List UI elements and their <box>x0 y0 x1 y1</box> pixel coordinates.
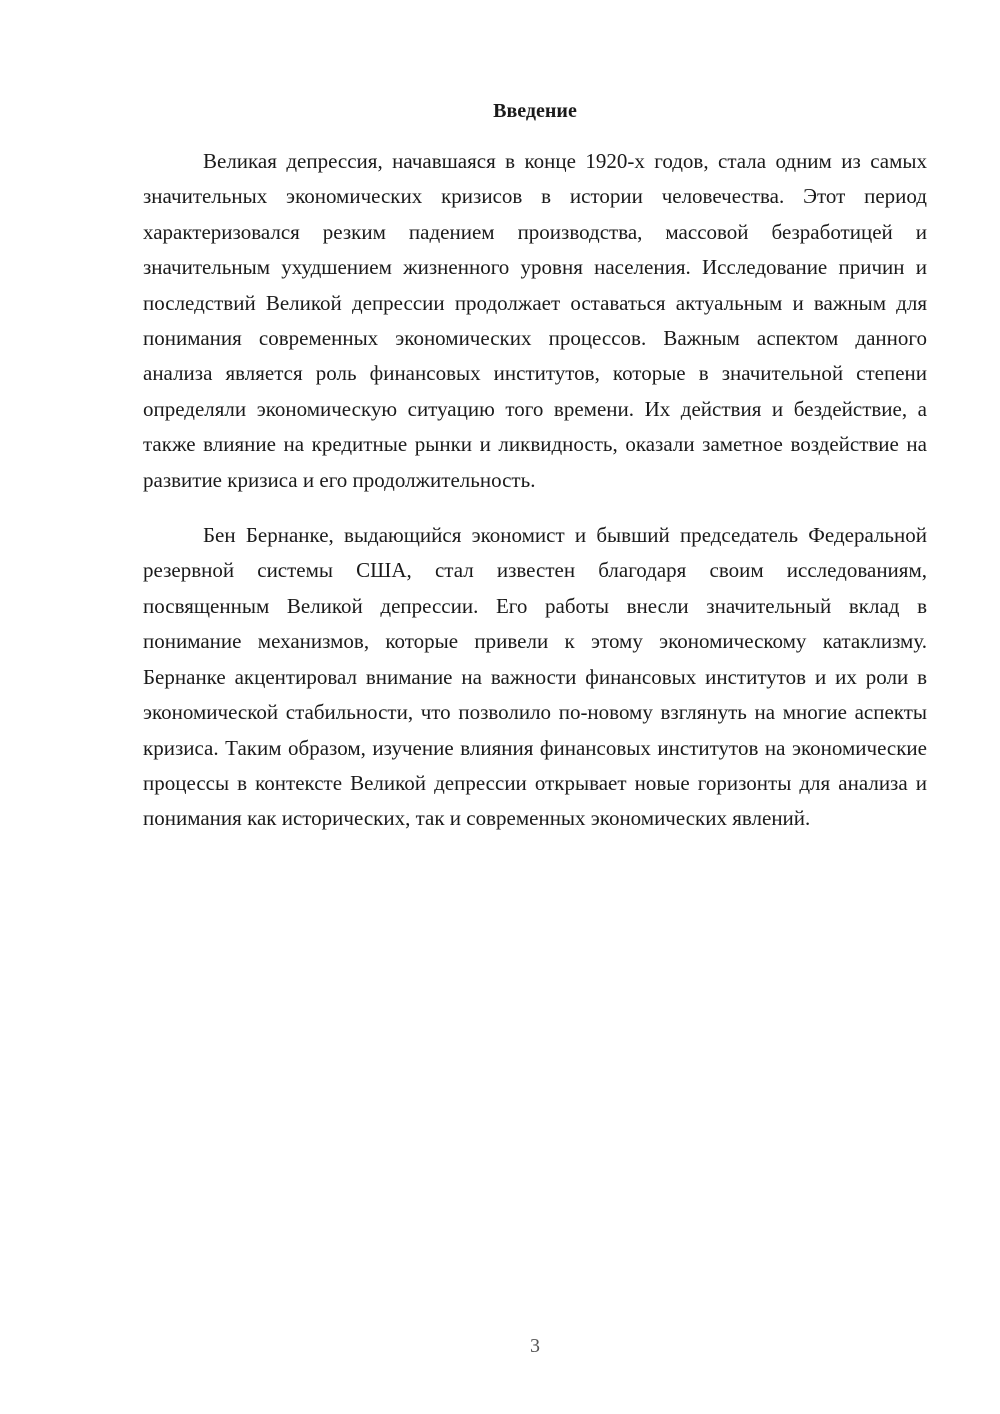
paragraph-2: Бен Бернанке, выдающийся экономист и бывший председатель Федеральной резервной системы США, стал известен благодаря своим исследованиям, посвященным Великой депрессии. Его работы внесли значительный вклад в понимание механизмов, которые привели к этому экономическому катаклизму. Бернанке акцентировал внимание на важности финансовых институтов и их роли в экономической стабильности, что позволило по-новому взглянуть на многие аспекты кризиса. Таким образом, изучение влияния финансовых институтов на экономические процессы в контексте Великой депрессии открывает новые горизонты для анализа и понимания как исторических, так и современных экономических явлений. <box>143 523 927 831</box>
paragraph-1: Великая депрессия, начавшаяся в конце 1920-х годов, стала одним из самых значительных экономических кризисов в истории человечества. Этот период характеризовался резким падением производства, массовой безработицей и значительным ухудшением жизненного уровня населения. Исследование причин и последствий Великой депрессии продолжает оставаться актуальным и важным для понимания современных экономических процессов. Важным аспектом данного анализа является роль финансовых институтов, которые в значительной степени определяли экономическую ситуацию того времени. Их действия и бездействие, а также влияние на кредитные рынки и ликвидность, оказали заметное воздействие на развитие кризиса и его продолжительность. <box>143 149 927 492</box>
section-heading: Введение <box>493 100 577 122</box>
page-number: 3 <box>530 1335 540 1357</box>
body-text <box>143 144 927 837</box>
